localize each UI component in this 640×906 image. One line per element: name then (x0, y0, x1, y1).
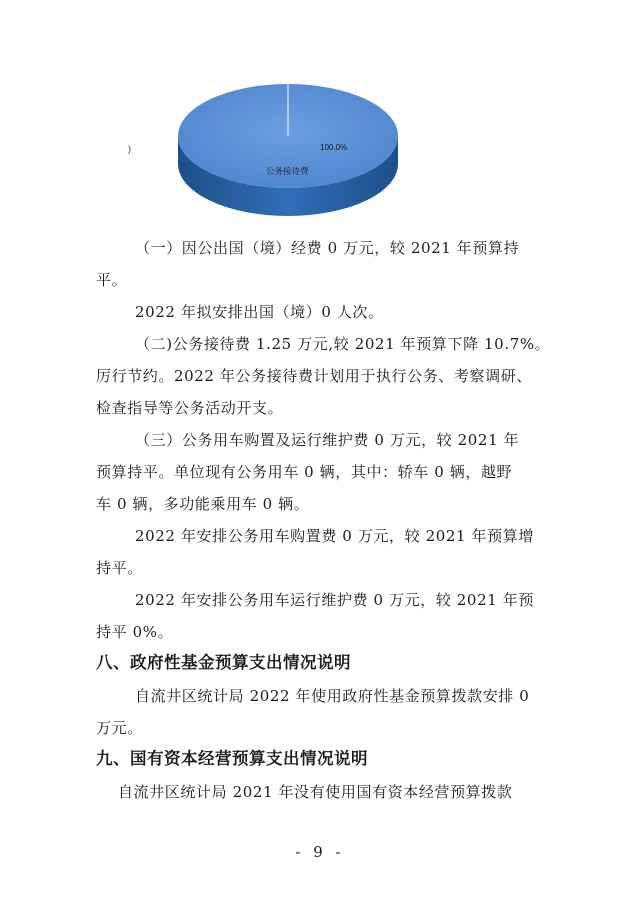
pie-chart (128, 76, 428, 226)
paragraph-line: 2022 年拟安排出国（境）0 人次。 (135, 303, 384, 321)
pie-chart-svg (128, 76, 428, 226)
paragraph-line: 车 0 辆，多功能乘用车 0 辆。 (96, 495, 310, 513)
page-number: - 9 - (295, 843, 345, 861)
paragraph-line: 2022 年安排公务用车购置费 0 万元，较 2021 年预算增 (135, 527, 534, 545)
paragraph-line: 检查指导等公务活动开支。 (96, 399, 284, 417)
paragraph-line: （一）因公出国（境）经费 0 万元，较 2021 年预算持 (135, 239, 520, 257)
paragraph-line: 持平 0%。 (96, 623, 174, 641)
section-heading-9: 九、国有资本经营预算支出情况说明 (96, 749, 368, 768)
slice-value-label: 100.0% (320, 143, 348, 152)
paragraph-line: 厉行节约。2022 年公务接待费计划用于执行公务、考察调研、 (96, 367, 532, 385)
paragraph-line: 平。 (96, 271, 128, 289)
section-heading-8: 八、政府性基金预算支出情况说明 (96, 653, 351, 672)
paragraph-line: 自流井区统计局 2022 年使用政府性基金预算拨款安排 0 (135, 687, 530, 705)
paragraph-line: 自流井区统计局 2021 年没有使用国有资本经营预算拨款 (118, 783, 513, 801)
paragraph-line: 2022 年安排公务用车运行维护费 0 万元，较 2021 年预 (135, 591, 534, 609)
paragraph-line: 持平。 (96, 559, 143, 577)
paragraph-line: 预算持平。单位现有公务用车 0 辆，其中：轿车 0 辆，越野 (96, 463, 513, 481)
paragraph-line: （二)公务接待费 1.25 万元,较 2021 年预算下降 10.7%。 (135, 335, 551, 353)
paragraph-line: 万元。 (96, 719, 143, 737)
slice-category-label: 公务接待费 (266, 167, 309, 177)
chart-left-marker: ) (128, 144, 131, 154)
paragraph-line: （三）公务用车购置及运行维护费 0 万元，较 2021 年 (135, 431, 520, 449)
